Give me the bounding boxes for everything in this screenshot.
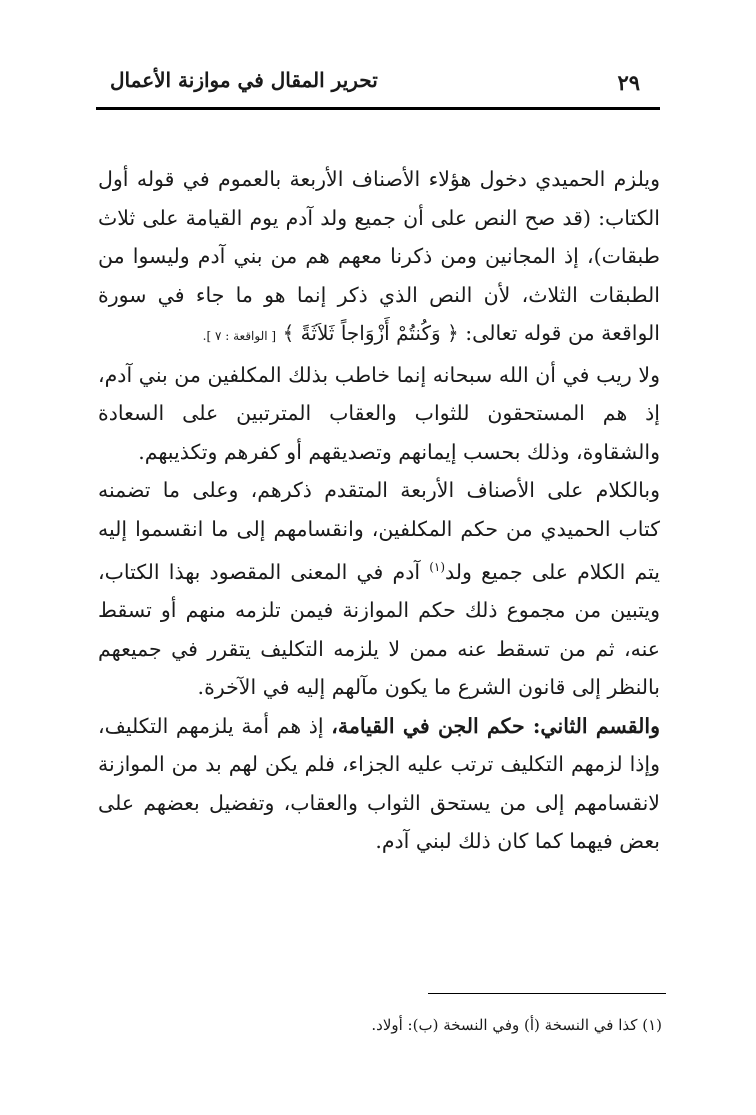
main-text	[98, 160, 660, 861]
footnote-rule	[428, 993, 666, 994]
footnote-marker: (١)	[429, 560, 446, 574]
page-header	[96, 66, 656, 106]
verse-reference: [ الواقعة : ٧ ].	[202, 329, 277, 343]
paragraph-3	[98, 471, 660, 707]
paragraph-4-text: إذ هم أمة يلزمهم التكليف، وإذا لزمهم التكليف ترتب عليه الجزاء، فلم يكن لهم بد من الموازنة لانقسامهم إلى من يستحق الثواب والعقاب، وتفضيل بعضهم على بعض فيهما كما كان ذلك لبني آدم.	[98, 713, 660, 854]
paragraph-3-text-before: وبالكلام على الأصناف الأربعة المتقدم ذكرهم، وعلى ما تضمنه كتاب الحميدي من حكم المكلفين، وانقسامهم إلى ما انقسموا إليه يتم الكلام على جميع ولد	[98, 478, 660, 584]
header-rule	[96, 107, 660, 110]
section-heading: والقسم الثاني: حكم الجن في القيامة،	[331, 713, 660, 738]
footnote-text: كذا في النسخة (أ) وفي النسخة (ب): أولاد.	[371, 1016, 638, 1034]
paragraph-3-text-after: آدم في المعنى المقصود بهذا الكتاب، ويتبين من مجموع ذلك حكم الموازنة فيمن تلزمه منهم أو تسقط عنه، ثم من تسقط عنه ممن لا يلزمه التكليف يتقرر في جميعهم بالنظر إلى قانون الشرع ما يكون مآلهم إليه في الآخرة.	[98, 559, 660, 700]
footnote-number: (١)	[642, 1016, 662, 1034]
paragraph-1-text: ويلزم الحميدي دخول هؤلاء الأصناف الأربعة بالعموم في قوله أول الكتاب: (قد صح النص على أن جميع ولد آدم يوم القيامة على ثلاث طبقات)، إذ المجانين ومن ذكرنا معهم هم من بني آدم وليسوا من الطبقات الثلاث، لأن النص الذي ذكر إنما هو ما جاء في سورة الواقعة من قوله تعالى:	[98, 167, 660, 345]
paragraph-2: ولا ريب في أن الله سبحانه إنما خاطب بذلك المكلفين من بني آدم، إذ هم المستحقون للثواب والعقاب المترتبين على السعادة والشقاوة، وذلك بحسب إيمانهم وتصديقهم أو كفرهم وتكذيبهم.	[98, 362, 660, 464]
quran-verse: ﴿ وَكُنتُمْ أَزْوَاجاً ثَلاَثَةً ﴾	[282, 321, 459, 345]
footnote	[96, 1014, 662, 1036]
running-title: تحرير المقال في موازنة الأعمال	[110, 68, 378, 92]
paragraph-1	[98, 160, 660, 356]
paragraph-4	[98, 707, 660, 861]
page-number: ٢٩	[617, 70, 640, 95]
